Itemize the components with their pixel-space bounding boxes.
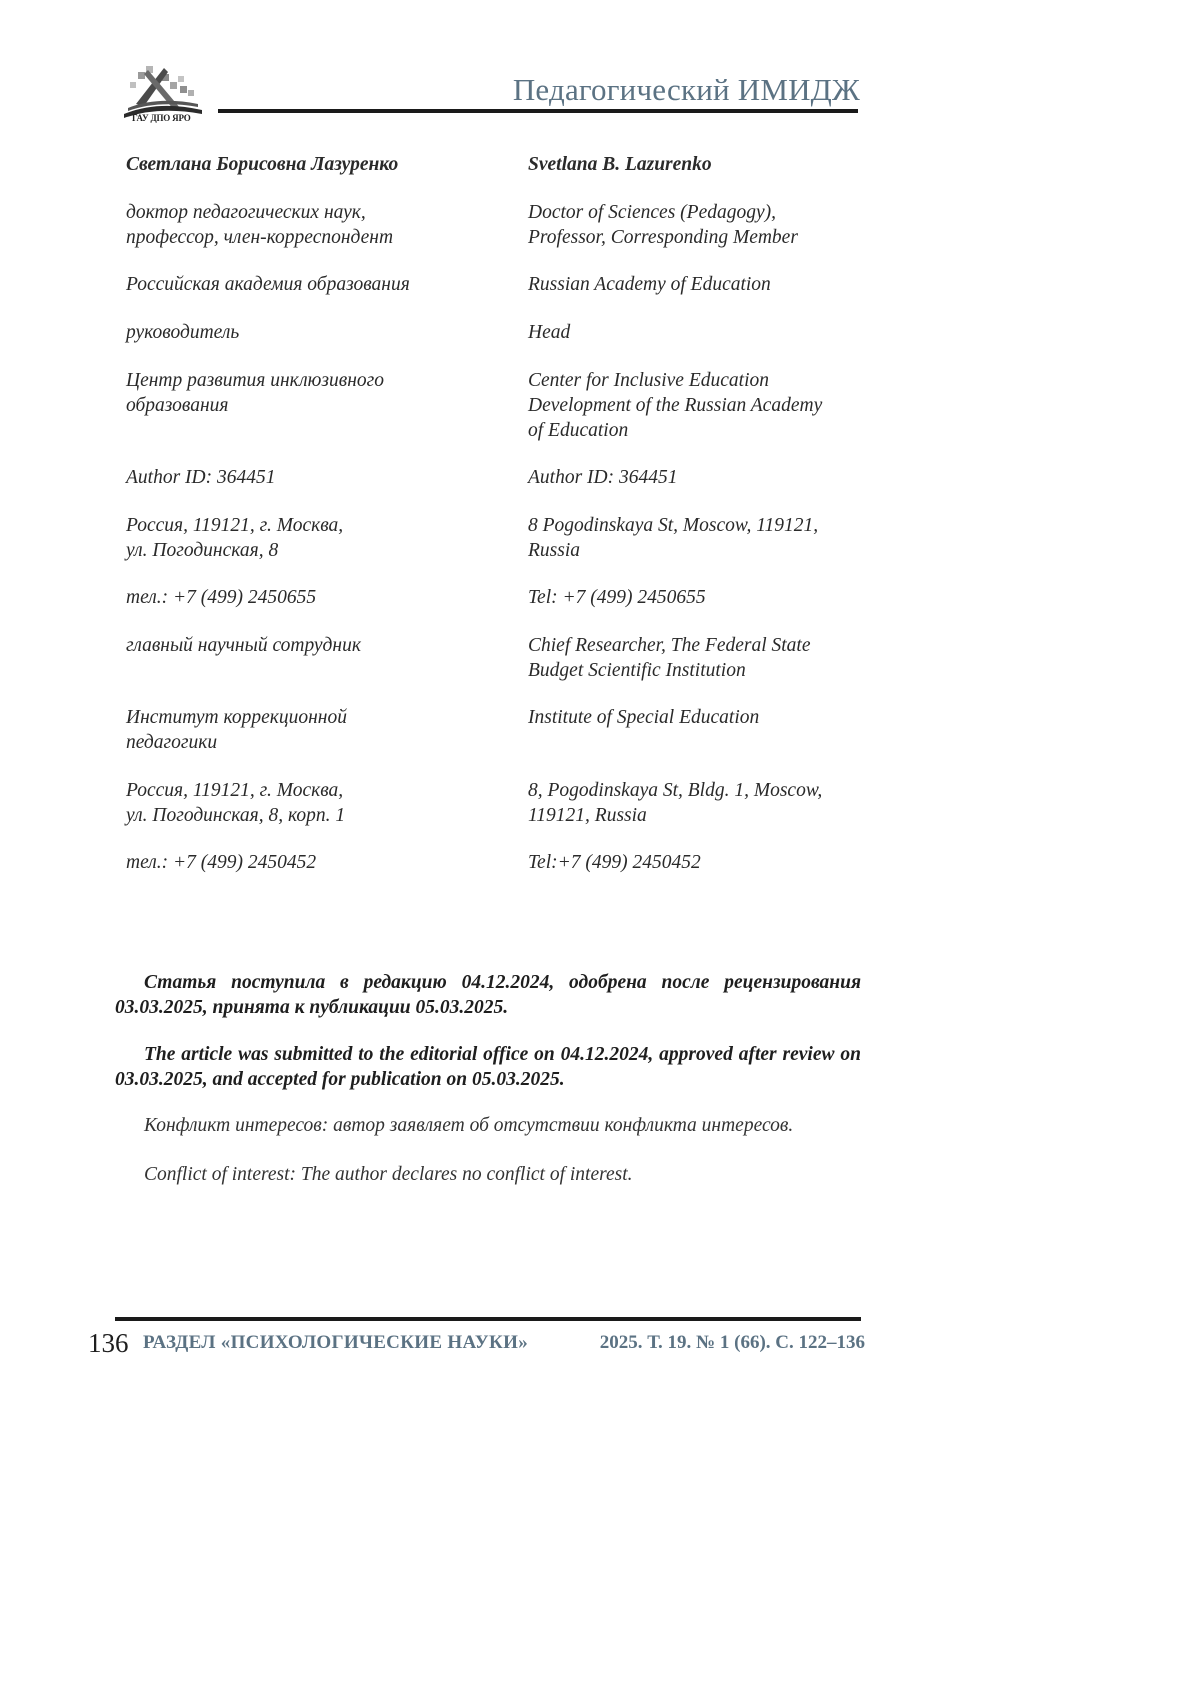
author-field-en: Tel: +7 (499) 2450655 bbox=[528, 587, 706, 608]
author-field-ru: Author ID: 364451 bbox=[126, 467, 276, 488]
author-field-en: Head bbox=[528, 322, 571, 343]
author-field-en: 8, Pogodinskaya St, Bldg. 1, Moscow, 119121, Russia bbox=[528, 780, 823, 826]
journal-logo bbox=[118, 64, 210, 130]
header-divider bbox=[218, 109, 858, 113]
author-field-ru: Центр развития инклюзивного образования bbox=[126, 370, 385, 416]
author-field-ru: Российская академия образования bbox=[126, 274, 410, 295]
author-field-ru: Россия, 119121, г. Москва, ул. Погодинская, 8 bbox=[126, 515, 344, 561]
author-field-en: Chief Researcher, The Federal State Budget Scientific Institution bbox=[528, 635, 811, 681]
received-note-ru: Статья поступила в редакцию 04.12.2024, одобрена после рецензирования 03.03.2025, принята к публикации 05.03.2025. bbox=[115, 972, 861, 1018]
conflict-note-ru: Конфликт интересов: автор заявляет об отсутствии конфликта интересов. bbox=[144, 1115, 794, 1136]
author-field-en: Russian Academy of Education bbox=[528, 274, 771, 295]
journal-title: Педагогический ИМИДЖ bbox=[512, 72, 860, 107]
issue-info: 2025. Т. 19. № 1 (66). С. 122–136 bbox=[599, 1332, 865, 1353]
author-field-en: 8 Pogodinskaya St, Moscow, 119121, Russia bbox=[528, 515, 819, 561]
page-number: 136 bbox=[88, 1328, 129, 1358]
author-field-ru: главный научный сотрудник bbox=[126, 635, 361, 656]
author-field-en: Author ID: 364451 bbox=[528, 467, 678, 488]
author-field-en: Doctor of Sciences (Pedagogy), Professor, Corresponding Member bbox=[528, 202, 798, 248]
author-field-ru: доктор педагогических наук, профессор, член-корреспондент bbox=[126, 202, 394, 248]
author-name-en: Svetlana B. Lazurenko bbox=[528, 154, 712, 175]
conflict-note-en: Conflict of interest: The author declares no conflict of interest. bbox=[144, 1164, 633, 1185]
author-field-ru: Россия, 119121, г. Москва, ул. Погодинская, 8, корп. 1 bbox=[126, 780, 346, 826]
section-name: РАЗДЕЛ «ПСИХОЛОГИЧЕСКИЕ НАУКИ» bbox=[143, 1332, 529, 1353]
author-name-ru: Светлана Борисовна Лазуренко bbox=[126, 154, 399, 175]
author-field-ru: руководитель bbox=[126, 322, 240, 343]
logo-caption: ГАУ ДПО ЯРО bbox=[132, 113, 191, 123]
author-field-en: Institute of Special Education bbox=[528, 707, 760, 728]
author-field-ru: тел.: +7 (499) 2450655 bbox=[126, 587, 317, 608]
footer-divider bbox=[115, 1317, 861, 1321]
author-field-ru: тел.: +7 (499) 2450452 bbox=[126, 852, 317, 873]
author-field-en: Tel:+7 (499) 2450452 bbox=[528, 852, 701, 873]
received-note-en: The article was submitted to the editorial office on 04.12.2024, approved after review on 03.03.2025, and accepted for publication on 05.03.2025. bbox=[115, 1044, 861, 1090]
author-field-ru: Институт коррекционной педагогики bbox=[126, 707, 347, 753]
author-field-en: Center for Inclusive Education Development of the Russian Academy of Education bbox=[528, 370, 823, 441]
